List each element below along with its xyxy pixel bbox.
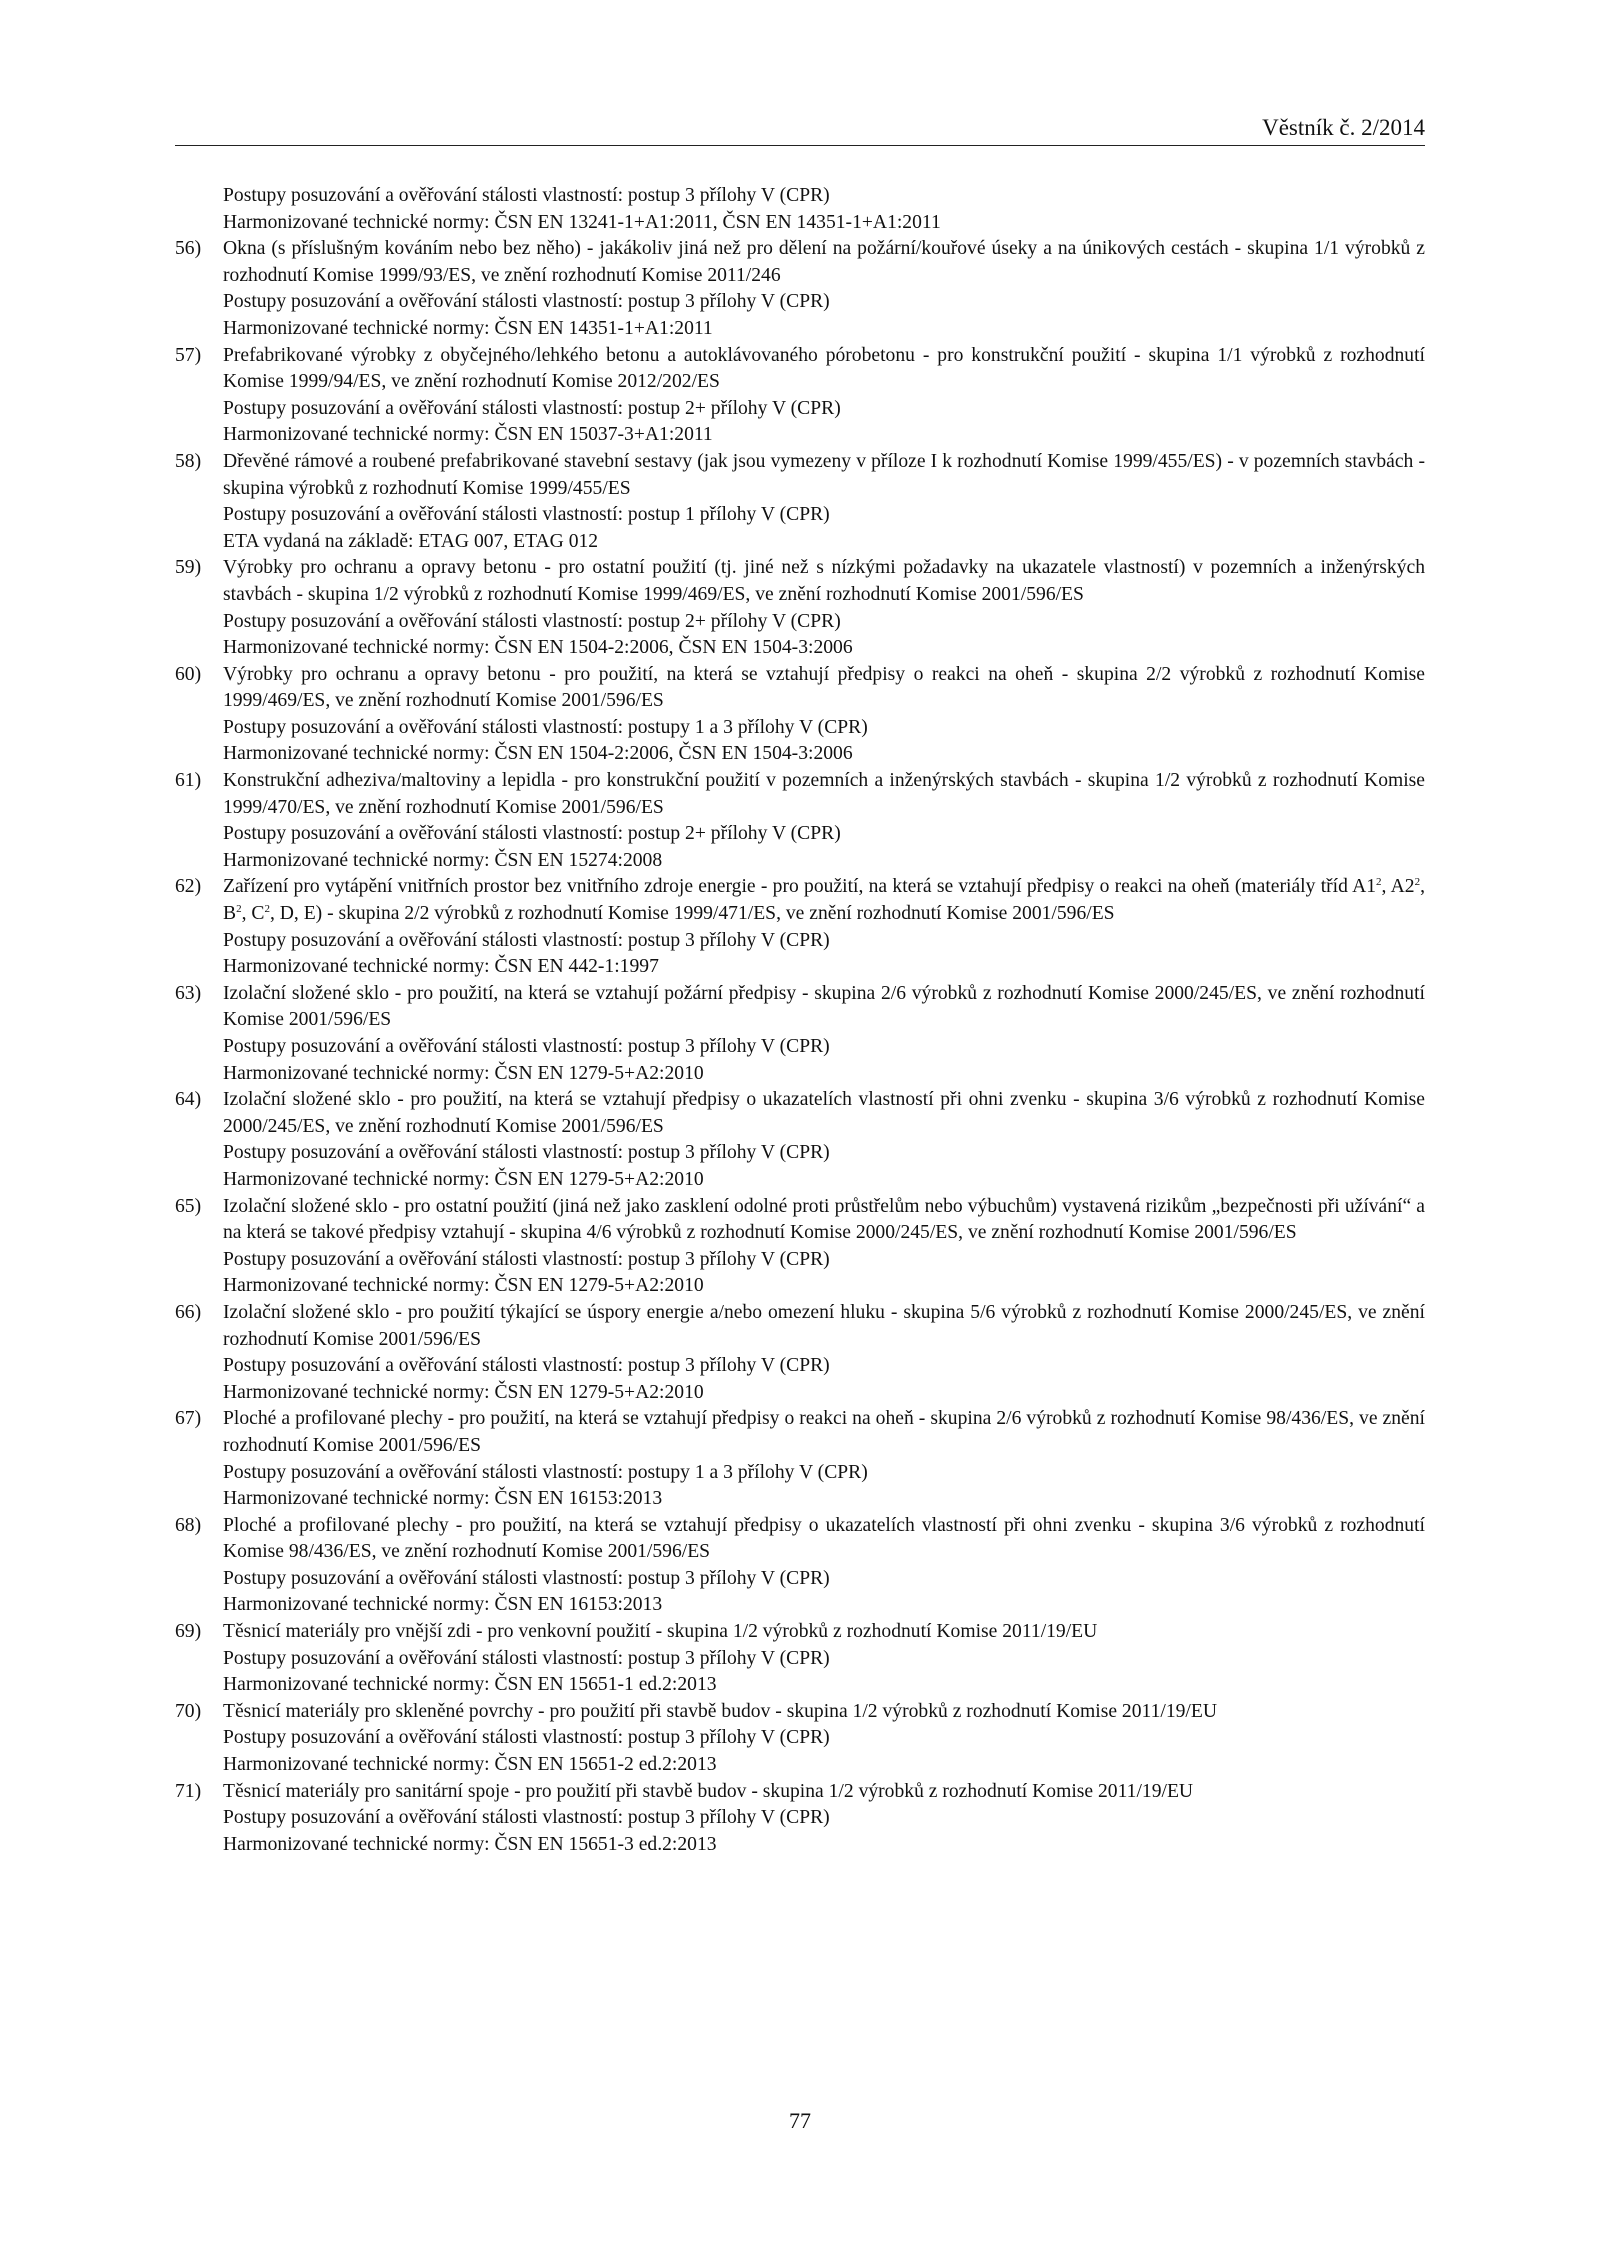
intro-standards: Harmonizované technické normy: ČSN EN 13241-1+A1:2011, ČSN EN 14351-1+A1:2011 <box>223 211 941 233</box>
page-number: 77 <box>789 2108 811 2133</box>
item-description-part: , A2 <box>1381 876 1415 898</box>
item-number: 62) <box>175 876 202 898</box>
assessment-procedure: Postupy posuzování a ověřování stálosti vlastností: postup 2+ přílohy V (CPR) <box>223 823 841 845</box>
assessment-procedure: Postupy posuzování a ověřování stálosti vlastností: postup 3 přílohy V (CPR) <box>223 1807 830 1829</box>
item-description: Izolační složené sklo - pro použití týkající se úspory energie a/nebo omezení hluku - skupina 5/6 výrobků z rozhodnutí Komise 2000/245/ES, ve znění rozhodnutí Komise 2001/596/ES <box>223 1301 1425 1350</box>
harmonized-standard: Harmonizované technické normy: ČSN EN 1504-2:2006, ČSN EN 1504-3:2006 <box>223 743 853 765</box>
document-content <box>175 183 1425 1858</box>
item-number: 66) <box>175 1301 202 1323</box>
assessment-procedure: Postupy posuzování a ověřování stálosti vlastností: postupy 1 a 3 přílohy V (CPR) <box>223 716 868 738</box>
item-description-part: , D, E) - skupina 2/2 výrobků z rozhodnutí Komise 1999/471/ES, ve znění rozhodnutí Komise 2001/596/ES <box>269 903 1115 925</box>
superscript-note: 2 <box>264 903 270 916</box>
list-item <box>175 1513 1425 1619</box>
list-item <box>175 662 1425 768</box>
superscript-note: 2 <box>236 903 242 916</box>
page-header <box>175 115 1425 146</box>
item-description-part: , C <box>241 903 265 925</box>
harmonized-standard: Harmonizované technické normy: ČSN EN 14351-1+A1:2011 <box>223 317 713 339</box>
item-number: 61) <box>175 770 202 792</box>
item-number: 71) <box>175 1780 202 1802</box>
assessment-procedure: Postupy posuzování a ověřování stálosti vlastností: postup 3 přílohy V (CPR) <box>223 1647 830 1669</box>
item-description-part: Zařízení pro vytápění vnitřních prostor bez vnitřního zdroje energie - pro použití, na která se vztahují předpisy o reakci na oheň (materiály tříd A1 <box>223 876 1377 898</box>
list-item <box>175 981 1425 1087</box>
item-description: Ploché a profilované plechy - pro použití, na která se vztahují předpisy o ukazatelích vlastností při ohni zvenku - skupina 3/6 výrobků z rozhodnutí Komise 98/436/ES, ve znění rozhodnutí Komise 2001/596/ES <box>223 1514 1425 1563</box>
assessment-procedure: Postupy posuzování a ověřování stálosti vlastností: postup 3 přílohy V (CPR) <box>223 929 830 951</box>
list-item <box>175 1194 1425 1300</box>
harmonized-standard: Harmonizované technické normy: ČSN EN 16153:2013 <box>223 1488 663 1510</box>
assessment-procedure: Postupy posuzování a ověřování stálosti vlastností: postup 3 přílohy V (CPR) <box>223 1036 830 1057</box>
harmonized-standard: Harmonizované technické normy: ČSN EN 1279-5+A2:2010 <box>223 1168 704 1190</box>
item-number: 63) <box>175 982 202 1004</box>
assessment-procedure: Postupy posuzování a ověřování stálosti vlastností: postup 3 přílohy V (CPR) <box>223 291 830 313</box>
item-number: 70) <box>175 1700 202 1722</box>
list-item <box>175 449 1425 555</box>
item-description: Těsnicí materiály pro vnější zdi - pro venkovní použití - skupina 1/2 výrobků z rozhodnutí Komise 2011/19/EU <box>223 1621 1098 1643</box>
harmonized-standard: Harmonizované technické normy: ČSN EN 442-1:1997 <box>223 956 659 978</box>
item-number: 57) <box>175 344 202 366</box>
item-description: Okna (s příslušným kováním nebo bez něho) - jakákoliv jiná než pro dělení na požární/kouřové úseky a na únikových cestách - skupina 1/1 výrobků z rozhodnutí Komise 1999/93/ES, ve znění rozhodnutí Komise 2011/246 <box>223 238 1425 286</box>
intro-block <box>175 183 1425 236</box>
item-description: Izolační složené sklo - pro použití, na která se vztahují předpisy o ukazatelích vlastností při ohni zvenku - skupina 3/6 výrobků z rozhodnutí Komise 2000/245/ES, ve znění rozhodnutí Komise 2001/596/ES <box>223 1089 1425 1137</box>
harmonized-standard: Harmonizované technické normy: ČSN EN 15651-3 ed.2:2013 <box>223 1833 717 1855</box>
intro-procedure: Postupy posuzování a ověřování stálosti vlastností: postup 3 přílohy V (CPR) <box>223 185 830 206</box>
assessment-procedure: Postupy posuzování a ověřování stálosti vlastností: postup 3 přílohy V (CPR) <box>223 1355 830 1377</box>
harmonized-standard: Harmonizované technické normy: ČSN EN 1279-5+A2:2010 <box>223 1381 704 1403</box>
harmonized-standard: Harmonizované technické normy: ČSN EN 1279-5+A2:2010 <box>223 1275 704 1297</box>
harmonized-standard: Harmonizované technické normy: ČSN EN 1504-2:2006, ČSN EN 1504-3:2006 <box>223 637 853 659</box>
item-description-part: , B <box>223 876 1425 925</box>
item-description: Prefabrikované výrobky z obyčejného/lehkého betonu a autoklávovaného pórobetonu - pro konstrukční použití - skupina 1/1 výrobků z rozhodnutí Komise 1999/94/ES, ve znění rozhodnutí Komise 2012/202/ES <box>223 344 1425 393</box>
list-item <box>175 343 1425 449</box>
item-list <box>175 236 1425 1858</box>
assessment-procedure: Postupy posuzování a ověřování stálosti vlastností: postup 2+ přílohy V (CPR) <box>223 610 841 632</box>
item-description: Výrobky pro ochranu a opravy betonu - pro ostatní použití (tj. jiné než s nízkými požadavky na ukazatele vlastností) v pozemních a inženýrských stavbách - skupina 1/2 výrobků z rozhodnutí Komise 1999/469/ES, ve znění rozhodnutí Komise 2001/596/ES <box>223 557 1425 605</box>
item-number: 56) <box>175 238 202 260</box>
harmonized-standard: Harmonizované technické normy: ČSN EN 16153:2013 <box>223 1594 663 1616</box>
item-number: 60) <box>175 663 202 685</box>
list-item <box>175 1406 1425 1512</box>
assessment-procedure: Postupy posuzování a ověřování stálosti vlastností: postup 1 přílohy V (CPR) <box>223 504 830 526</box>
assessment-procedure: Postupy posuzování a ověřování stálosti vlastností: postup 3 přílohy V (CPR) <box>223 1727 830 1749</box>
item-description: Těsnicí materiály pro skleněné povrchy - pro použití při stavbě budov - skupina 1/2 výrobků z rozhodnutí Komise 2011/19/EU <box>223 1700 1217 1722</box>
item-description: Dřevěné rámové a roubené prefabrikované stavební sestavy (jak jsou vymezeny v příloze I k rozhodnutí Komise 1999/455/ES) - v pozemních stavbách - skupina výrobků z rozhodnutí Komise 1999/455/ES <box>223 450 1425 499</box>
assessment-procedure: Postupy posuzování a ověřování stálosti vlastností: postup 2+ přílohy V (CPR) <box>223 397 841 419</box>
list-item <box>175 1699 1425 1779</box>
item-number: 65) <box>175 1195 202 1217</box>
journal-title: Věstník č. 2/2014 <box>1262 115 1425 140</box>
assessment-procedure: Postupy posuzování a ověřování stálosti vlastností: postupy 1 a 3 přílohy V (CPR) <box>223 1461 868 1483</box>
harmonized-standard: Harmonizované technické normy: ČSN EN 15651-2 ed.2:2013 <box>223 1754 717 1776</box>
list-item <box>175 555 1425 661</box>
item-description: Izolační složené sklo - pro ostatní použití (jiná než jako zasklení odolné proti průstřelům nebo výbuchům) vystavená rizikům „bezpečnosti při užívání“ a na která se takové předpisy vztahují - skupina 4/6 výrobků z rozhodnutí Komise 2000/245/ES, ve znění rozhodnutí Komise 2001/596/ES <box>223 1195 1425 1244</box>
list-item <box>175 1300 1425 1406</box>
harmonized-standard: Harmonizované technické normy: ČSN EN 1279-5+A2:2010 <box>223 1062 704 1084</box>
harmonized-standard: Harmonizované technické normy: ČSN EN 15037-3+A1:2011 <box>223 424 713 446</box>
item-description: Konstrukční adheziva/maltoviny a lepidla - pro konstrukční použití v pozemních a inženýrských stavbách - skupina 1/2 výrobků z rozhodnutí Komise 1999/470/ES, ve znění rozhodnutí Komise 2001/596/ES <box>223 770 1425 818</box>
item-number: 69) <box>175 1621 202 1643</box>
list-item <box>175 1779 1425 1859</box>
item-description <box>223 874 1425 927</box>
item-description: Ploché a profilované plechy - pro použití, na která se vztahují předpisy o reakci na oheň - skupina 2/6 výrobků z rozhodnutí Komise 98/436/ES, ve znění rozhodnutí Komise 2001/596/ES <box>223 1408 1425 1456</box>
superscript-note: 2 <box>1376 876 1382 889</box>
item-description: Těsnicí materiály pro sanitární spoje - pro použití při stavbě budov - skupina 1/2 výrobků z rozhodnutí Komise 2011/19/EU <box>223 1780 1194 1802</box>
item-description: Výrobky pro ochranu a opravy betonu - pro použití, na která se vztahují předpisy o reakci na oheň - skupina 2/2 výrobků z rozhodnutí Komise 1999/469/ES, ve znění rozhodnutí Komise 2001/596/ES <box>223 663 1425 712</box>
item-description: Izolační složené sklo - pro použití, na která se vztahují požární předpisy - skupina 2/6 výrobků z rozhodnutí Komise 2000/245/ES, ve znění rozhodnutí Komise 2001/596/ES <box>223 982 1425 1031</box>
list-item <box>175 874 1425 980</box>
item-number: 67) <box>175 1408 202 1430</box>
assessment-procedure: Postupy posuzování a ověřování stálosti vlastností: postup 3 přílohy V (CPR) <box>223 1248 830 1270</box>
assessment-procedure: Postupy posuzování a ověřování stálosti vlastností: postup 3 přílohy V (CPR) <box>223 1567 830 1589</box>
assessment-procedure: Postupy posuzování a ověřování stálosti vlastností: postup 3 přílohy V (CPR) <box>223 1142 830 1164</box>
superscript-note: 2 <box>1414 876 1421 889</box>
harmonized-standard: Harmonizované technické normy: ČSN EN 15651-1 ed.2:2013 <box>223 1674 717 1696</box>
harmonized-standard: Harmonizované technické normy: ČSN EN 15274:2008 <box>223 849 663 871</box>
list-item <box>175 1619 1425 1699</box>
item-number: 64) <box>175 1089 202 1111</box>
item-number: 59) <box>175 557 202 579</box>
item-number: 58) <box>175 450 202 472</box>
item-number: 68) <box>175 1514 202 1536</box>
list-item <box>175 768 1425 874</box>
list-item <box>175 1087 1425 1193</box>
harmonized-standard: ETA vydaná na základě: ETAG 007, ETAG 012 <box>223 530 599 552</box>
list-item <box>175 236 1425 342</box>
